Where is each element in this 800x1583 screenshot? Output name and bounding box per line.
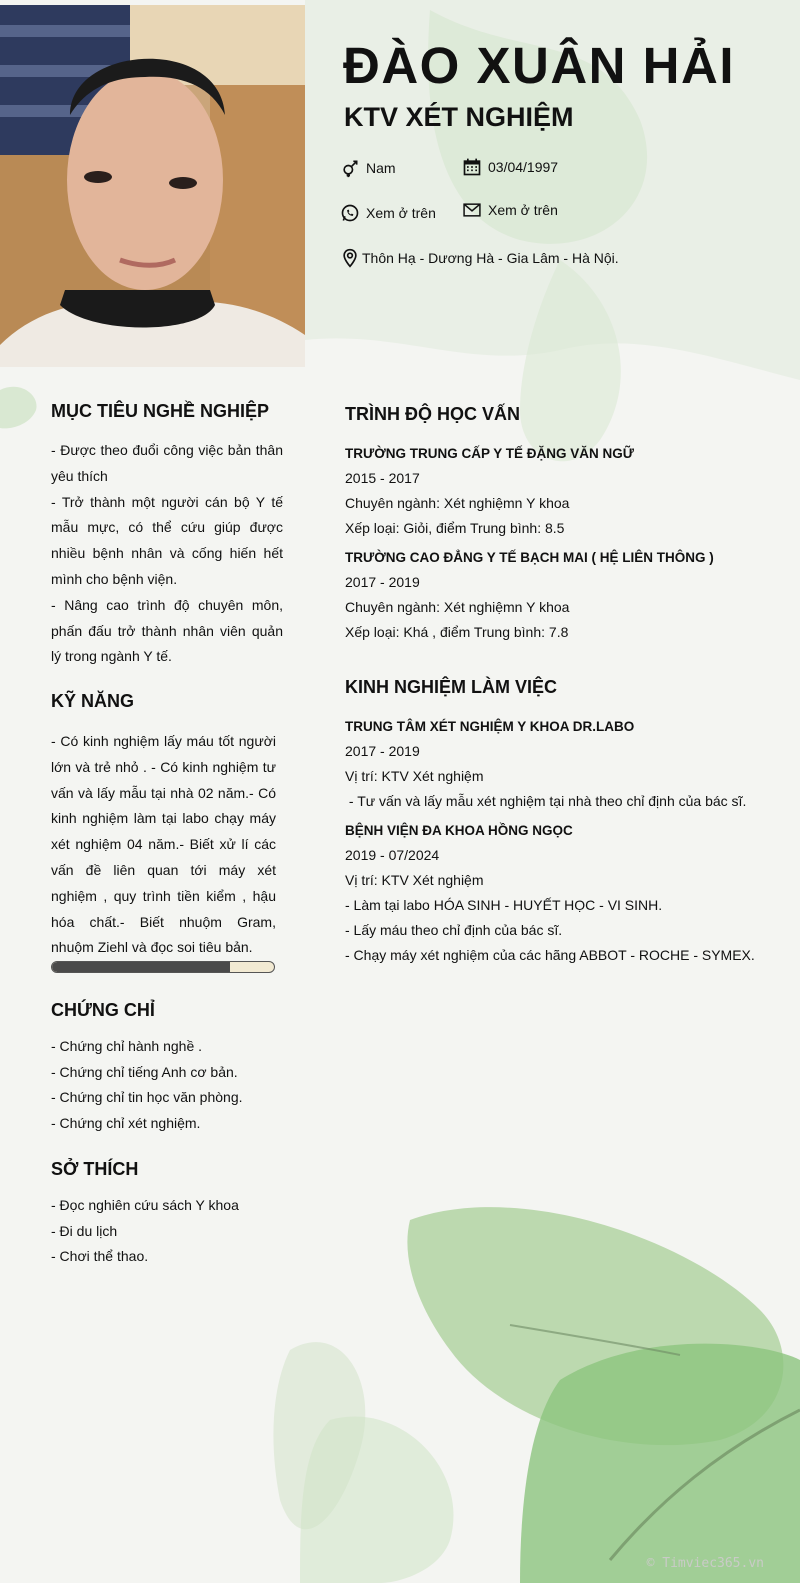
skills-text: - Có kinh nghiệm lấy máu tốt người lớn và trẻ nhỏ . - Có kinh nghiệm tư vấn và lấy mẫu tại nhà 02 năm.- Có kinh nghiệm làm tại labo chạy máy xét nghiệm 04 năm.- Biết xử lí các vấn đề liên quan tới máy xét nghiệm , quy trình tiền kiểm , hậu hóa chất.- Biết nhuộm Gram, nhuộm Ziehl và đọc soi tiêu bản.	[51, 733, 276, 956]
certificates-list	[51, 1034, 243, 1136]
list-item: - Chứng chỉ hành nghề .	[51, 1038, 203, 1054]
experience-entry	[345, 714, 746, 814]
experience-position: Vị trí: KTV Xét nghiệm	[345, 872, 484, 888]
education-grade: Xếp loại: Khá , điểm Trung bình: 7.8	[345, 624, 569, 640]
objective-line: - Được theo đuổi công việc bản thân yêu thích	[51, 442, 283, 484]
list-item: - Đọc nghiên cứu sách Y khoa	[51, 1197, 239, 1213]
objective-text	[51, 438, 283, 670]
skills-title: KỸ NĂNG	[51, 691, 135, 711]
experience-title: KINH NGHIỆM LÀM VIỆC	[345, 677, 558, 697]
objective-line: - Trở thành một người cán bộ Y tế mẫu mực, có thể cứu giúp được nhiều bệnh nhân và cống hiến hết mình cho bệnh viện.	[51, 493, 283, 587]
email-value: Xem ở trên	[488, 202, 558, 218]
experience-detail: - Chạy máy xét nghiệm của các hãng ABBOT - ROCHE - SYMEX.	[345, 947, 755, 963]
candidate-name: ĐÀO XUÂN HẢI	[343, 37, 736, 94]
hobbies-list	[51, 1193, 239, 1270]
watermark: © Timviec365.vn	[646, 1556, 764, 1571]
phone-info	[340, 203, 436, 223]
list-item: - Chứng chỉ xét nghiệm.	[51, 1114, 201, 1131]
gender-info	[340, 158, 396, 178]
school-name: TRƯỜNG CAO ĐẲNG Y TẾ BẠCH MAI ( HỆ LIÊN THÔNG )	[345, 550, 714, 565]
experience-detail: - Làm tại labo HÓA SINH - HUYẾT HỌC - VI SINH.	[345, 897, 663, 913]
education-title: TRÌNH ĐỘ HỌC VẤN	[345, 404, 520, 424]
hobbies-title: SỞ THÍCH	[51, 1159, 139, 1179]
certificates-title: CHỨNG CHỈ	[51, 1000, 155, 1020]
list-item: - Đi du lịch	[51, 1222, 118, 1239]
experience-position: Vị trí: KTV Xét nghiệm	[345, 768, 484, 784]
objective-line: - Nâng cao trình độ chuyên môn, phấn đấu trở thành nhân viên quản lý trong ngành Y tế.	[51, 596, 283, 665]
gender-icon	[340, 158, 360, 178]
experience-detail: - Lấy máu theo chỉ định của bác sĩ.	[345, 922, 563, 938]
education-period: 2015 - 2017	[345, 470, 420, 486]
gender-value: Nam	[366, 160, 396, 176]
objective-title: MỤC TIÊU NGHỀ NGHIỆP	[51, 401, 270, 421]
job-title: KTV XÉT NGHIỆM	[344, 102, 574, 132]
education-entry	[345, 545, 714, 645]
education-major: Chuyên ngành: Xét nghiệmn Y khoa	[345, 599, 570, 615]
envelope-icon	[462, 200, 482, 220]
email-info	[462, 200, 558, 220]
birthday-info	[462, 157, 558, 177]
skill-level-fill	[52, 962, 230, 972]
education-grade: Xếp loại: Giỏi, điểm Trung bình: 8.5	[345, 520, 565, 536]
list-item: - Chứng chỉ tin học văn phòng.	[51, 1089, 243, 1106]
address-value: Thôn Hạ - Dương Hà - Gia Lâm - Hà Nội.	[362, 250, 619, 266]
birthday-value: 03/04/1997	[488, 159, 559, 175]
address-info	[340, 248, 619, 268]
education-period: 2017 - 2019	[345, 574, 420, 590]
whatsapp-icon	[340, 203, 360, 223]
list-item: - Chơi thể thao.	[51, 1248, 149, 1265]
experience-detail: - Tư vấn và lấy mẫu xét nghiệm tại nhà theo chỉ định của bác sĩ.	[345, 793, 747, 809]
list-item: - Chứng chỉ tiếng Anh cơ bản.	[51, 1063, 238, 1080]
phone-value: Xem ở trên	[366, 205, 436, 221]
education-entry	[345, 441, 634, 541]
experience-period: 2019 - 07/2024	[345, 847, 440, 863]
skill-level-bar	[51, 961, 275, 973]
company-name: TRUNG TÂM XÉT NGHIỆM Y KHOA DR.LABO	[345, 719, 635, 734]
company-name: BỆNH VIỆN ĐA KHOA HỒNG NGỌC	[345, 823, 573, 838]
education-major: Chuyên ngành: Xét nghiệmn Y khoa	[345, 495, 570, 511]
calendar-icon	[462, 157, 482, 177]
experience-period: 2017 - 2019	[345, 743, 420, 759]
experience-entry	[345, 818, 755, 968]
location-pin-icon	[340, 248, 360, 268]
profile-photo	[0, 5, 305, 367]
school-name: TRƯỜNG TRUNG CẤP Y TẾ ĐẶNG VĂN NGỮ	[345, 446, 634, 461]
